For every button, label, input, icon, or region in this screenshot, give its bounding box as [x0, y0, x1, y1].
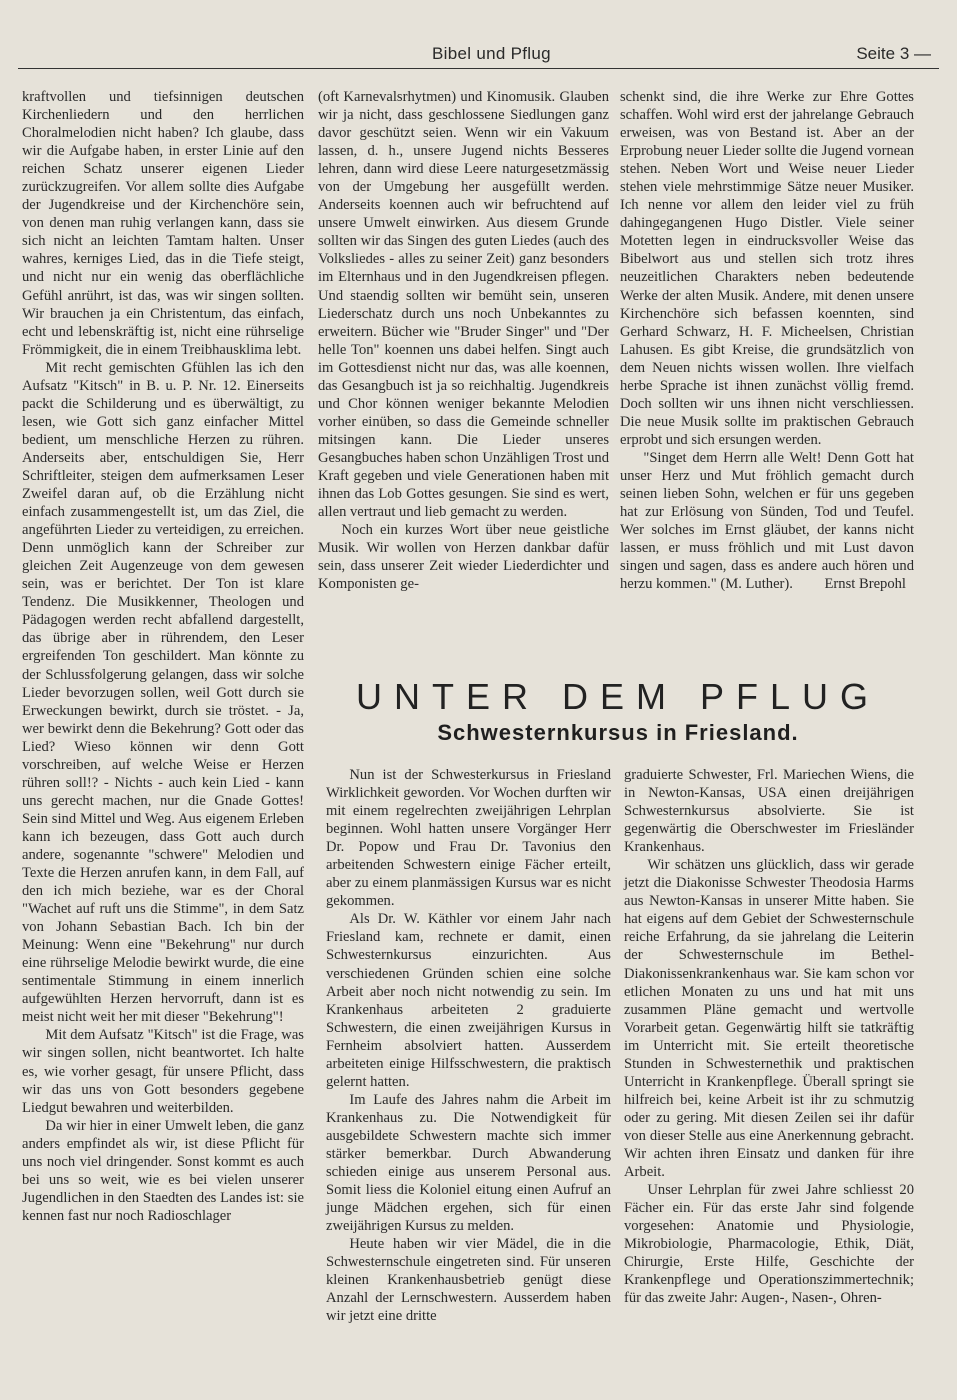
- page-number: Seite 3 —: [856, 44, 931, 63]
- column-2: [318, 88, 609, 593]
- section-title: UNTER DEM PFLUG: [355, 676, 881, 717]
- luther-quote: "Singet dem Herrn alle Welt! Denn Gott hat unser Herz und Mut fröhlich gemacht durch seinen lieben Sohn, welchen er für uns gegeben hat zur Erlösung von Sünden, Tod und Teufel. Wer solches im Ernst gläubet, der kanns nicht lassen, er muss fröhlich und mit Lust davon singen und sagen, dass es andere auch hören und herzu kommen." (M. Luther).: [620, 449, 914, 593]
- paragraph: (oft Karnevalsrhytmen) und Kinomusik. Glauben wir ja nicht, dass geschlossene Siedlungen ganz davor geschützt seien. Wenn wir ein Vakuum lassen, d. h., unsere Jugend nichts Besseres lehren, dann wird diese Leere naturgesetzmässig von der Umgebung her ausgefüllt werden. Anderseits koennen auch wir befruchtend auf unsere Umwelt einwirken. Aus diesem Grunde sollten wir das Singen des guten Liedes (auch des Volksliedes - alles zu seiner Zeit) ganz besonders im Elternhaus und in den Jugendkreisen pflegen. Und staendig sollten wir bemüht sein, unseren Liederschatz durch uns noch Unbekanntes zu erweitern. Bücher wie "Bruder Singer" und "Der helle Ton" koennen uns dabei helfen. Singt auch im Gottesdienst nicht nur das, was alle koennen, das Gesangbuch ist ja so reichhaltig. Jugendkreis und Chor können weniger bekannte Melodien vorher einüben, so dass die Gemeinde schneller mitsingen kann. Die Lieder unseres Gesangbuches haben schon Unzähligen Trost und Kraft gegeben und viele Generationen haben mit ihnen das Lob Gottes gesungen. Sie sind es wert, allen vertraut und lieb gemacht zu werden.: [318, 89, 609, 521]
- paragraph: Unser Lehrplan für zwei Jahre schliesst 20 Fächer ein. Für das erste Jahr sind folgende vorgesehen: Anatomie und Physiologie, Mikrobiologie, Pharmacologie, Ethik, Diät, Chirurgie, Erste Hilfe, Geschichte der Krankenpflege und Operationszimmertechnik; für das zweite Jahr: Augen-, Nasen-, Ohren-: [624, 1182, 914, 1307]
- column-1: [22, 88, 304, 1225]
- paragraph: Nun ist der Schwesterkursus in Friesland Wirklichkeit geworden. Vor Wochen durften wir mit einem regelrechten zweijährigen Lehrplan beginnen. Wohl hatten unsere Vorgänger Herr Dr. Popow und Frau Dr. Tavonius den arbeitenden Schwestern einige Fächer erteilt, aber zu einem planmässigen Kursus war es nicht gekommen.: [326, 767, 611, 910]
- paragraph: Wir schätzen uns glücklich, dass wir gerade jetzt die Diakonisse Schwester Theodosia Harms aus Newton-Kansas in unserer Mitte haben. Sie hat eigens auf dem Gebiet der Schwesternschule reiche Erfahrung, da sie jahrelang die Leiterin der Schwesternschule im Bethel-Diakonissenkrankenhaus war. Sie kam schon vor etlichen Monaten zu uns und hat mit uns zusammen Pläne gemacht und wertvolle Vorarbeit getan. Gegenwärtig hilft sie tatkräftig im Unterricht mit. Sie erteilt theoretische Stunden in Schwesternethik und praktischen Unterricht in Krankenpflege. Überall springt sie hilfreich bei, keine Arbeit ist ihr zu schmutzig oder zu gering. Mit diesen Zeilen sei ihr dafür von dieser Stelle aus eine Anerkennung gebracht. Wir achten ihren Einsatz und danken für ihre Arbeit.: [624, 857, 914, 1181]
- paragraph: Im Laufe des Jahres nahm die Arbeit im Krankenhaus zu. Die Notwendigkeit für ausgebildete Schwestern machte sich immer stärker bemerkbar. Durch Abwanderung schieden einige aus unserem Personal aus. Somit liess die Koloniel eitung einen Aufruf an junge Mädchen ergehen, sich für einen zweijährigen Kursus zu melden.: [326, 1091, 611, 1235]
- column-3: [620, 88, 914, 593]
- column-5: [624, 766, 914, 1307]
- paragraph: [620, 449, 914, 593]
- article-headline: Schwesternkursus in Friesland.: [437, 720, 799, 745]
- paragraph: graduierte Schwester, Frl. Mariechen Wiens, die in Newton-Kansas, USA einen dreijährigen Schwesternkursus absolvierte. Sie ist gegenwärtig die Oberschwester im Friesländer Krankenhaus.: [624, 767, 914, 856]
- author-signature: Ernst Brepohl: [824, 576, 906, 593]
- header-rule: [18, 68, 939, 69]
- publication-title: Bibel und Pflug: [432, 44, 551, 63]
- paragraph: schenkt sind, die ihre Werke zur Ehre Gottes schaffen. Wohl wird erst der jahrelange Gebrauch erweisen, was von Bestand ist. Aber an der Erprobung neuer Lieder sollte die Jugend vornean stehen. Neben Wort und Weise neuer Lieder stehen viele mehrstimmige Sätze neuer Musiker. Ich nenne vor allem den leider viel zu früh dahingegangenen Hugo Distler. Viele seiner Motetten legen in eindrucksvoller Weise das Bibelwort aus und stellen sich trotz ihres neuzeitlichen Charakters neben bedeutende Werke der alten Musik. Andere, mit denen unsere Kirchenchöre sich befassen koennten, sind Gerhard Schwarz, H. F. Micheelsen, Christian Lahusen. Es gibt Kreise, die grundsätzlich von dem Neuen nichts wissen wollen. Ihre vielfach herbe Sprache ist ihnen zunächst völlig fremd. Doch sollten wir uns ihnen nicht verschliessen. Die neue Musik sollte im praktischen Gebrauch erprobt und sich ersungen werden.: [620, 89, 914, 448]
- paragraph: Heute haben wir vier Mädel, die in die Schwesternschule eingetreten sind. Für unseren kleinen Krankenhausbetrieb genügt diese Anzahl der Lernschwestern. Ausserdem haben wir jetzt eine dritte: [326, 1236, 611, 1325]
- paragraph: Noch ein kurzes Wort über neue geistliche Musik. Wir wollen von Herzen dankbar dafür sein, dass unserer Zeit wieder Liederdichter und Komponisten ge-: [318, 522, 609, 593]
- paragraph: Da wir hier in einer Umwelt leben, die ganz anders empfindet als wir, ist diese Pflicht für uns noch viel dringender. Sonst kommt es auch bei uns so weit, wie es bei vielen unserer Jugendlichen in den Staedten des Landes ist: sie kennen fast nur noch Radioschlager: [22, 1117, 304, 1224]
- paragraph: Mit dem Aufsatz "Kitsch" ist die Frage, was wir singen sollen, nicht beantwortet. Ich halte es, wie vorher gesagt, für unsere Pflicht, dass wir das uns von Gott besonders gegebene Liedgut bewahren und weiterbilden.: [22, 1027, 304, 1116]
- paragraph: kraftvollen und tiefsinnigen deutschen Kirchenliedern und den herrlichen Choralmelodien nicht haben? Ich glaube, dass wir die Aufgabe haben, in erster Linie auf den reichen Schatz unserer eigenen Lieder zurückzugreifen. Vor allem sollte dies Aufgabe der Jugendkreise und der Kirchenchöre sein, von denen man ruhig verlangen kann, dass sie sich nicht an leichten Tamtam halten. Unser wahres, kerniges Lied, das in die Tiefe steigt, und nicht nur ein wenig das oberflächliche Gefühl anrührt, ist das, was wir singen sollten. Wir brauchen ja ein Christentum, das einfach, echt und lebenskräftig ist, nicht eine rührselige Frömmigkeit, die in einem Treibhausklima lebt.: [22, 89, 304, 358]
- paragraph: Als Dr. W. Käthler vor einem Jahr nach Friesland kam, rechnete er damit, einen Schwesternkursus einzurichten. Aus verschiedenen Gründen schien eine solche Arbeit aber noch nicht notwendig zu sein. Im Krankenhaus arbeiteten 2 graduierte Schwestern, die einen zweijährigen Kursus in Fernheim absolviert hatten. Ausserdem arbeiteten einige Hilfsschwestern, die praktisch gelernt hatten.: [326, 911, 611, 1090]
- paragraph: Mit recht gemischten Gfühlen las ich den Aufsatz "Kitsch" in B. u. P. Nr. 12. Einerseits packt die Schilderung und es überwältigt, zu lesen, wie Gott sich ganz einfacher Mittel bedient, um menschliche Herzen zu rühren. Anderseits aber, entschuldigen Sie, Herr Schriftleiter, steigen dem aufmerksamen Leser Zweifel daran auf, ob die Erzählung nicht einfach zusammengestellt ist, um das Ziel, die angeführten Lieder zu verteidigen, zu erreichen. Denn unmöglich kann der Schreiber zur gleichen Zeit Augenzeuge von dem gewesen sein, was er berichtet. Der Ton ist klare Tendenz. Die Musikkenner, Theologen und Pädagogen werden recht abfallend dargestellt, das übrige aber in rührendem, den Leser ergreifenden Ton geschildert. Man könnte zu der Schlussfolgerung gelangen, dass wir solche Lieder bevorzugen sollen, weil Gott durch sie Erweckungen bewirkt, durch sie tröstet. - Ja, wer bewirkt denn die Bekehrung? Gott oder das Lied? Wieso können wir denn Gott vorschreiben, auf welche Weise er Herzen rühren soll!? - Nichts - auch kein Lied - kann uns gerecht machen, nur die Gnade Gottes! Sein sind Mittel und Weg. Aus eigenem Erleben kann ich bezeugen, dass Gott auch durch andere, sogenannte "schwere" Melodien und Texte die Herzen anrufen kann, in dem Fall, auf den ich mich beziehe, war es der Choral "Wachet auf ruft uns die Stimme", in dem Satz von Johann Sebastian Bach. Ich bin der Meinung: Wenn eine "Bekehrung" nur durch eine rührselige Melodie bewirkt wurde, die eine sentimentale Stimmung in einem innerlich aufgewühlten Herzen hervorruft, dann ist es meist nicht weit her mit dieser "Bekehrung"!: [22, 359, 304, 1026]
- column-4: [326, 766, 611, 1325]
